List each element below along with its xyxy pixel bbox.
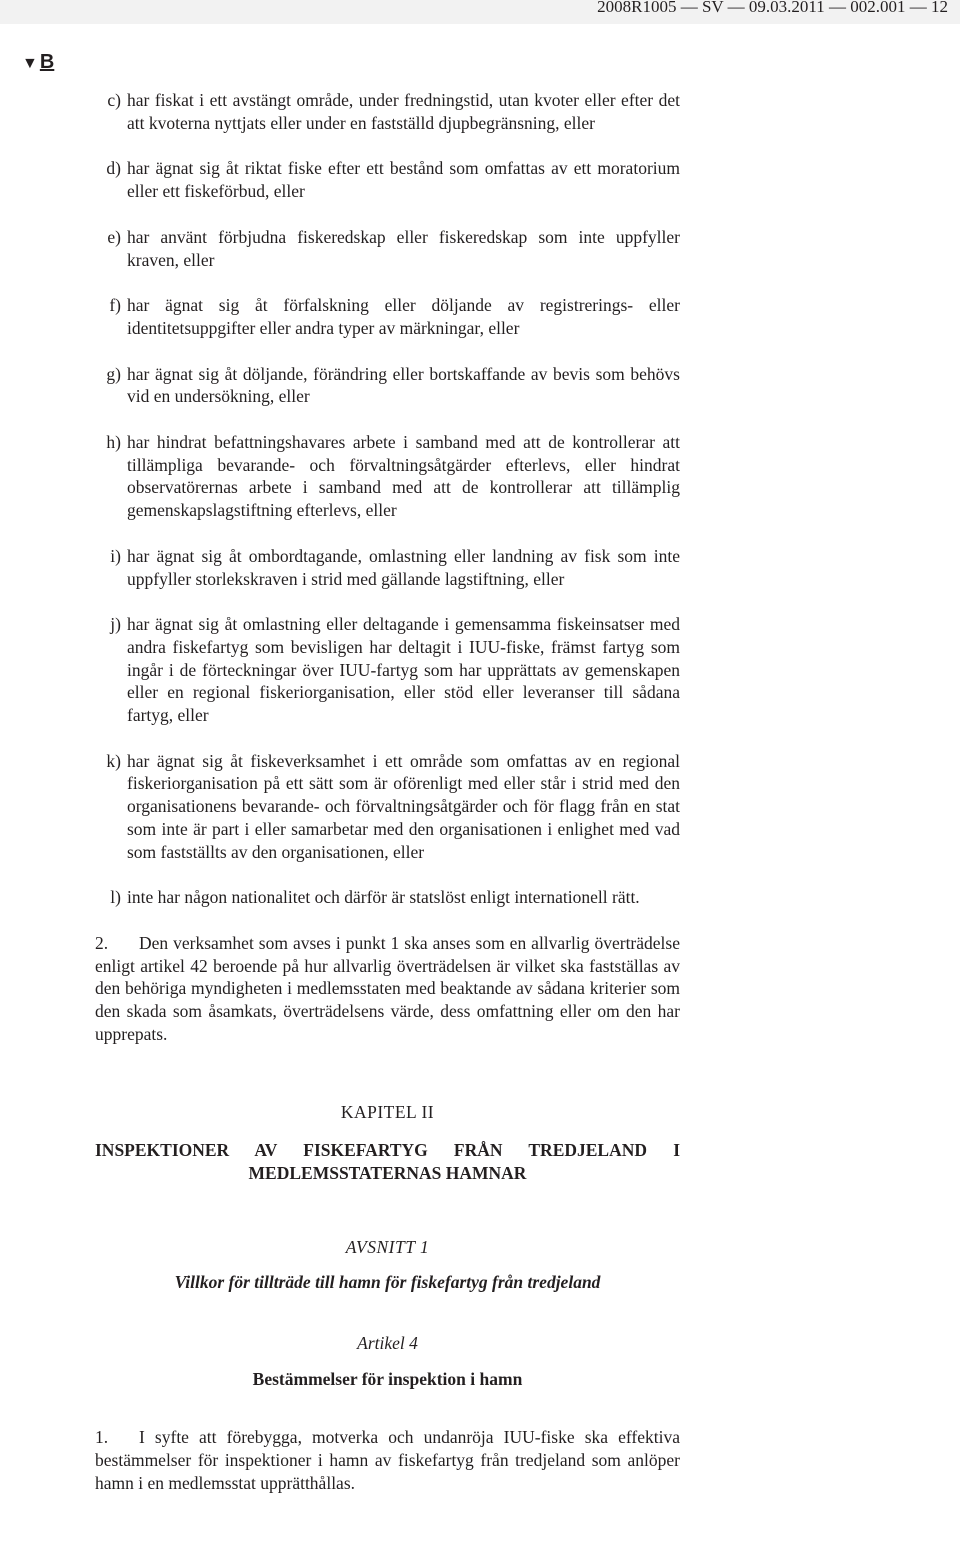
item-label: c) [107, 90, 121, 110]
item-text: inte har någon nationalitet och därför är statslöst enligt internationell rätt. [127, 887, 640, 908]
item-label: h) [106, 432, 121, 453]
item-text: har ägnat sig åt riktat fiske efter ett bestånd som omfattas av ett moratorium eller ett fiskeförbud, eller [127, 158, 680, 202]
amendment-marker [22, 50, 54, 76]
article-title: Bestämmelser för inspektion i hamn [252, 1368, 523, 1389]
section-label: AVSNITT 1 [345, 1236, 430, 1257]
list-item [95, 613, 680, 727]
item-label: f) [109, 295, 121, 316]
section-title: Villkor för tillträde till hamn för fiskefartyg från tredjeland [174, 1272, 601, 1293]
list-item [95, 750, 680, 864]
paragraph-text: Den verksamhet som avses i punkt 1 ska anses som en allvarlig överträdelse enligt artikel 42 beroende på hur allvarlig överträdelsen är vilket ska fastställas av den behöriga myndigheten i medlemsstaten med beaktande av sådana kriterier som den skada som åsamkats, överträdelsens värde, dess omfattning eller om den har upprepats. [95, 932, 680, 1044]
paragraph-text: I syfte att förebygga, motverka och undanröja IUU-fiske ska effektiva bestämmelser för inspektioner i hamn av fiskefartyg från tredjeland som anlöper hamn i en medlemsstat upprätthållas. [95, 1427, 680, 1493]
item-text: har ägnat sig åt ombordtagande, omlastning eller landning av fisk som inte uppfyller storlekskraven i strid med gällande lagstiftning, eller [127, 545, 680, 589]
item-text: har ägnat sig åt döljande, förändring eller bortskaffande av bevis som behövs vid en undersökning, eller [127, 363, 680, 407]
chapter-title: INSPEKTIONER AV FISKEFARTYG FRÅN TREDJELAND I MEDLEMSSTATERNAS HAMNAR [95, 1140, 680, 1183]
item-text: har använt förbjudna fiskeredskap eller fiskeredskap som inte uppfyller kraven, eller [127, 226, 680, 270]
list-item [95, 226, 680, 271]
article-label: Artikel 4 [357, 1333, 418, 1354]
paragraph-number: 2. [95, 932, 109, 953]
chapter-label: KAPITEL II [340, 1101, 435, 1122]
paragraph-1 [95, 1426, 680, 1494]
item-text: har fiskat i ett avstängt område, under fredningstid, utan kvoter eller efter det att kvoterna nyttjats eller under en fastställd djupbegränsning, eller [127, 90, 680, 133]
marker-letter: B [39, 51, 55, 73]
document-reference: 2008R1005 — SV — 09.03.2011 — 002.001 — 12 [597, 0, 948, 16]
paragraph-number: 1. [95, 1427, 109, 1448]
page-header [0, 0, 960, 24]
item-text: har ägnat sig åt förfalskning eller döljande av registrerings- eller identitetsuppgifter eller andra typer av märkningar, eller [127, 295, 680, 338]
list-item [95, 157, 680, 202]
item-label: g) [106, 363, 121, 384]
item-label: i) [110, 545, 121, 566]
triangle-down-icon: ▼ [22, 55, 38, 72]
item-label: l) [110, 887, 121, 908]
list-item [95, 294, 680, 339]
item-text: har hindrat befattningshavares arbete i samband med att de kontrollerar att tillämpliga bevarande- och förvaltningsåtgärder efterlevs, eller hindrat observatörernas arbete i samband med att de kontrollerar att tillämplig gemenskapslagstiftning efterlevs, eller [127, 432, 680, 521]
item-label: e) [107, 226, 121, 247]
document-body [95, 89, 680, 1495]
item-label: k) [106, 750, 121, 771]
paragraph-2 [95, 932, 680, 1046]
list-item [95, 886, 680, 909]
item-label: d) [106, 158, 121, 179]
item-text: har ägnat sig åt fiskeverksamhet i ett område som omfattas av en regional fiskeriorganisation på ett sätt som är oförenligt med eller står i strid med den organisationens bevarande- och förvaltningsåtgärder och för flagg från en stat som inte är part i eller samarbetar med den organisationen i enlighet med vad som fastställts av den organisationen, eller [127, 750, 680, 862]
list-item [95, 363, 680, 408]
list-item [95, 545, 680, 590]
list-item [95, 431, 680, 522]
item-label: j) [110, 614, 121, 635]
list-item [95, 89, 680, 134]
item-text: har ägnat sig åt omlastning eller deltagande i gemensamma fiskeinsatser med andra fiskefartyg som bevisligen har deltagit i IUU-fiske, främst fartyg som ingår i de förteckningar över IUU-fartyg som har upprättats av gemenskapen eller en regional fiskeriorganisation, eller stöd eller leveranser till sådana fartyg, eller [127, 614, 680, 726]
